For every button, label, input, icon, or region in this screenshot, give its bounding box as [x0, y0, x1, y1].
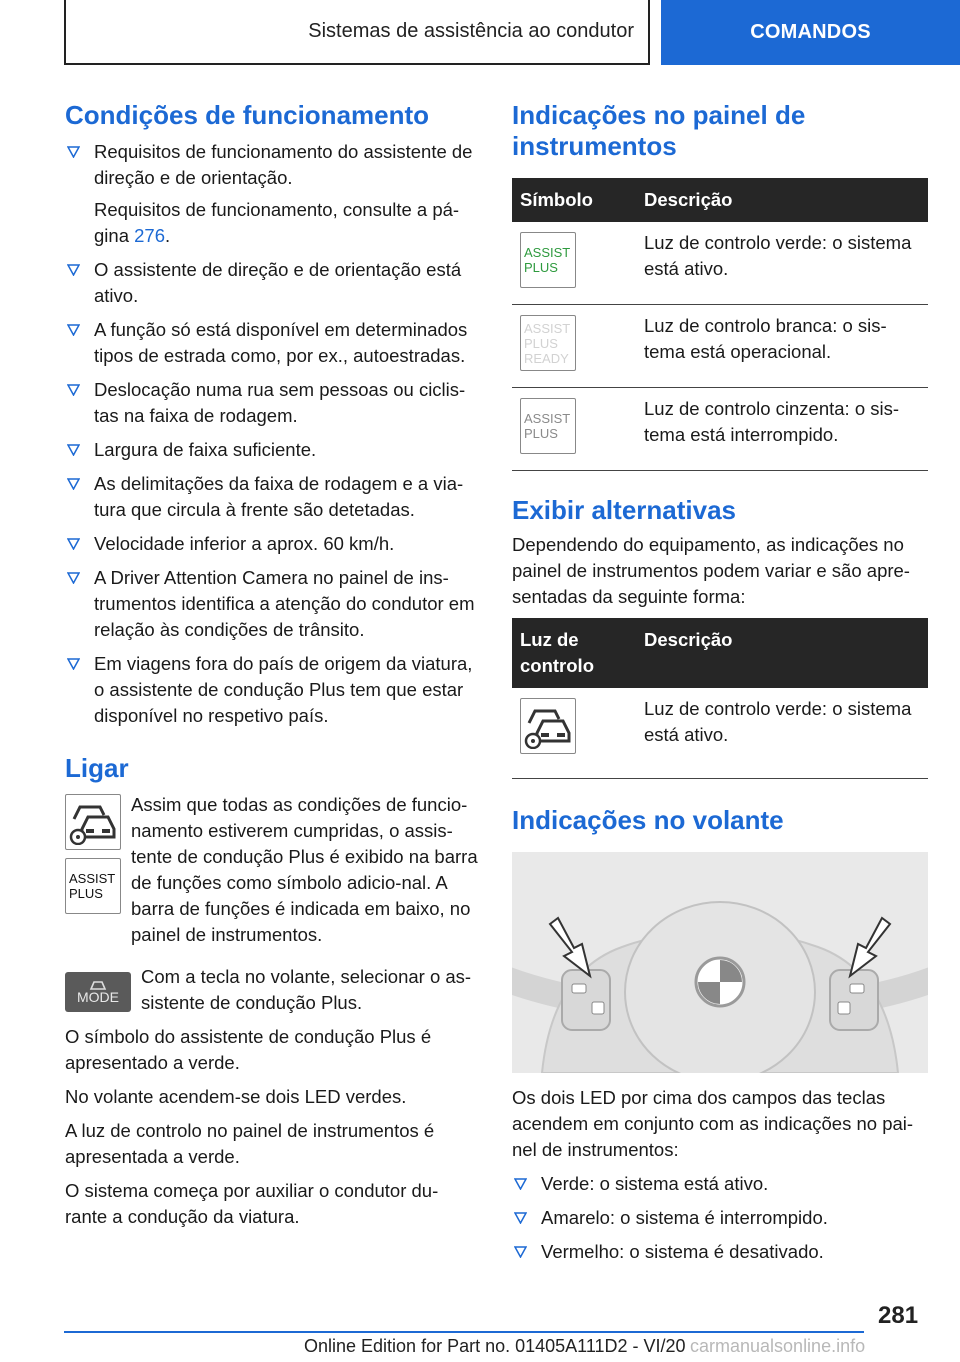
- bullet-triangle-icon: [67, 572, 80, 584]
- mode-block: [65, 964, 480, 1024]
- mode-button-label: MODE: [77, 988, 119, 1005]
- symbol-description: Luz de controlo verde: o sistema está ativo.: [636, 222, 928, 305]
- wheel-list: [512, 1171, 928, 1265]
- condition-text: Velocidade inferior a aprox. 60 km/h.: [94, 533, 395, 554]
- condition-text: O assistente de direção e de orientação está ativo.: [94, 259, 462, 306]
- symbol-row: [512, 388, 928, 471]
- condition-item: [65, 317, 480, 369]
- assist-plus-status-label: PLUS: [524, 426, 558, 441]
- condition-reference-text: Requisitos de funcionamento, consulte a pá-gina: [94, 199, 460, 246]
- bullet-triangle-icon: [514, 1212, 527, 1224]
- condition-item: [65, 257, 480, 309]
- assist-plus-status-label: READY: [524, 350, 569, 366]
- ligar-block: [65, 792, 480, 956]
- alternatives-heading: Exibir alternativas: [512, 495, 736, 525]
- footer-edition: Online Edition for Part no. 01405A111D2 - VI/20: [304, 1336, 686, 1356]
- conditions-list: [65, 139, 480, 729]
- body-paragraph: O sistema começa por auxiliar o condutor du-rante a condução da viatura.: [65, 1180, 439, 1227]
- body-paragraph: No volante acendem-se dois LED verdes.: [65, 1086, 407, 1107]
- bullet-triangle-icon: [67, 478, 80, 490]
- condition-reference: [65, 197, 480, 249]
- symbol-row: [512, 222, 928, 305]
- panel-heading: Indicações no painel de instrumentos: [512, 100, 806, 161]
- assist-plus-status-icon: [520, 315, 576, 371]
- body-paragraph: O símbolo do assistente de condução Plus é apresentado a verde.: [65, 1026, 432, 1073]
- condition-text: As delimitações da faixa de rodagem e a via-tura que circula à frente são detetadas.: [94, 473, 464, 520]
- condition-item: [65, 437, 480, 463]
- bullet-triangle-icon: [514, 1246, 527, 1258]
- assist-plus-status-label: PLUS: [524, 335, 558, 351]
- symbol-table-header-description: Descrição: [636, 178, 928, 222]
- condition-text: Em viagens fora do país de origem da viatura, o assistente de condução Plus tem que estar disponível no respetivo país.: [94, 653, 473, 726]
- driving-assistant-car-icon: [65, 794, 121, 850]
- ligar-heading: Ligar: [65, 753, 129, 783]
- condition-text: Requisitos de funcionamento do assistente de direção e de orientação.: [94, 141, 473, 188]
- condition-item: [65, 139, 480, 191]
- left-paragraphs: [65, 1024, 480, 1230]
- bullet-triangle-icon: [514, 1178, 527, 1190]
- assist-plus-status-label: ASSIST: [524, 411, 571, 426]
- condition-item: [65, 471, 480, 523]
- steering-wheel-image: [512, 852, 928, 1073]
- bullet-triangle-icon: [67, 384, 80, 396]
- wheel-item: [512, 1205, 928, 1231]
- bullet-triangle-icon: [67, 538, 80, 550]
- symbol-row: [512, 305, 928, 388]
- wheel-item: [512, 1239, 928, 1265]
- assist-plus-status-icon: [520, 232, 576, 288]
- symbol-description: Luz de controlo branca: o sis-tema está operacional.: [636, 305, 928, 388]
- driving-assistant-green-icon: [520, 698, 576, 754]
- page-number: 281: [878, 1302, 919, 1329]
- wheel-item-text: Vermelho: o sistema é desativado.: [541, 1241, 824, 1262]
- wheel-item-text: Amarelo: o sistema é interrompido.: [541, 1207, 828, 1228]
- bullet-triangle-icon: [67, 264, 80, 276]
- wheel-text: Os dois LED por cima dos campos das teclas acendem em conjunto com as indicações no pai-nel de instrumentos:: [512, 1087, 914, 1160]
- control-light-table-header-description: Descrição: [636, 618, 928, 688]
- wheel-heading: Indicações no volante: [512, 805, 784, 835]
- assist-plus-icon: [65, 858, 121, 914]
- condition-text: A função só está disponível em determinados tipos de estrada como, por ex., autoestradas.: [94, 319, 468, 366]
- mode-text: Com a tecla no volante, selecionar o as-sistente de condução Plus.: [141, 966, 472, 1013]
- wheel-item-text: Verde: o sistema está ativo.: [541, 1173, 769, 1194]
- condition-subitem: [65, 197, 480, 249]
- assist-plus-icon-line1: ASSIST: [69, 871, 116, 886]
- control-light-description: Luz de controlo verde: o sistema está ativo.: [636, 688, 928, 779]
- footer-divider: [64, 1331, 864, 1333]
- ligar-icons: [65, 792, 121, 956]
- footer-watermark: carmanualsonline.info: [690, 1336, 866, 1356]
- assist-plus-icon-line2: PLUS: [69, 886, 103, 901]
- bullet-triangle-icon: [67, 658, 80, 670]
- symbol-description: Luz de controlo cinzenta: o sis-tema está interrompido.: [636, 388, 928, 471]
- ligar-text: Assim que todas as condições de funcio-namento estiverem cumpridas, o assis-tente de condução Plus é exibido na barra de funções como símbolo adicio-nal. A barra de funções é indicada em baixo, no painel de instrumentos.: [131, 794, 478, 945]
- left-column: [65, 100, 480, 1238]
- alternatives-text: Dependendo do equipamento, as indicações no painel de instrumentos podem variar e são apre-sentadas da seguinte forma:: [512, 534, 910, 607]
- condition-text: Deslocação numa rua sem pessoas ou ciclis-tas na faixa de rodagem.: [94, 379, 466, 426]
- mode-button-icon: [65, 972, 131, 1012]
- assist-plus-status-label: PLUS: [524, 260, 558, 275]
- control-light-table-header-light: Luz de controlo: [512, 618, 636, 688]
- condition-item: [65, 531, 480, 557]
- header-section-title: Sistemas de assistência ao condutor: [308, 20, 634, 42]
- wheel-item: [512, 1171, 928, 1197]
- condition-item: [65, 651, 480, 729]
- body-paragraph: A luz de controlo no painel de instrumentos é apresentada a verde.: [65, 1120, 435, 1167]
- condition-text: A Driver Attention Camera no painel de ins-trumentos identifica a atenção do condutor em relação às condições de trânsito.: [94, 567, 475, 640]
- condition-item: [65, 565, 480, 643]
- assist-plus-status-label: ASSIST: [524, 245, 571, 260]
- control-light-row: [512, 688, 928, 779]
- right-column: [512, 100, 928, 1273]
- page-reference-link[interactable]: 276: [134, 225, 165, 246]
- header-chapter: [661, 0, 960, 65]
- symbol-table: [512, 178, 928, 471]
- assist-plus-status-label: ASSIST: [524, 320, 571, 336]
- header-chapter-title: COMANDOS: [750, 21, 871, 43]
- condition-text: Largura de faixa suficiente.: [94, 439, 317, 460]
- bullet-triangle-icon: [67, 146, 80, 158]
- control-light-table: [512, 618, 928, 779]
- conditions-heading: Condições de funcionamento: [65, 100, 430, 130]
- condition-item: [65, 377, 480, 429]
- assist-plus-status-icon: [520, 398, 576, 454]
- condition-reference-end: .: [165, 225, 171, 246]
- symbol-table-header-symbol: Símbolo: [512, 178, 636, 222]
- bullet-triangle-icon: [67, 444, 80, 456]
- header-section: [64, 0, 650, 65]
- bullet-triangle-icon: [67, 324, 80, 336]
